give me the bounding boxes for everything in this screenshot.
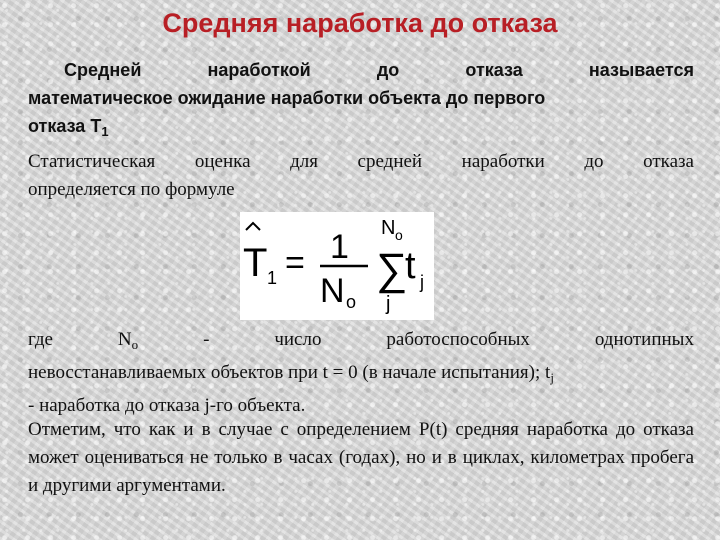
definition-line-2: математическое ожидание наработки объекта до первого (28, 88, 546, 108)
hat-mark (246, 223, 260, 230)
where-line-1 (28, 326, 694, 359)
word: для (290, 151, 318, 172)
word: отказа (643, 151, 694, 172)
word: однотипных (594, 329, 694, 350)
word: до (376, 60, 400, 80)
sum-upper-sub: o (395, 227, 403, 243)
word: оценка (194, 151, 251, 172)
where-line-3: - наработка до отказа j-го объекта. (28, 395, 306, 416)
word: работоспособных (386, 329, 530, 350)
estimate-line-1 (28, 148, 694, 176)
formula-denominator: N (320, 272, 345, 310)
word: называется (588, 60, 694, 80)
sum-symbol: ∑ (376, 245, 408, 294)
formula-term: t (405, 245, 416, 287)
word: до (584, 151, 604, 172)
definition-line-1 (28, 56, 694, 84)
formula-denominator-sub: o (346, 292, 357, 312)
word: отказа (465, 60, 523, 80)
estimate-paragraph (28, 148, 694, 204)
slide-title: Средняя наработка до отказа (162, 8, 558, 38)
note-paragraph: Отметим, что как и в случае с определением P(t) средняя наработка до отказа может оцениваться не только в часах (годах), но и в циклах, километрах пробега и другими аргументами. (28, 419, 694, 496)
formula-numerator: 1 (330, 228, 349, 266)
word: средней (357, 151, 423, 172)
formula-svg (240, 212, 434, 320)
formula-equals: = (285, 244, 305, 282)
formula-term-sub: j (420, 272, 424, 292)
where-paragraph (28, 326, 694, 420)
where-line-2: невосстанавливаемых объектов при t = 0 (в начале испытания); $t_j$ (28, 362, 554, 385)
formula-image (240, 212, 434, 320)
word: Средней (64, 60, 142, 80)
definition-line-3: отказа $T_1$ (28, 116, 109, 139)
word: наработки (461, 151, 545, 172)
sum-upper: N (381, 217, 396, 239)
word: наработкой (207, 60, 311, 80)
word: число (274, 329, 322, 350)
word: - (203, 329, 210, 350)
formula-lhs-sub: 1 (267, 268, 278, 288)
sum-lower: j (386, 293, 391, 315)
estimate-line-2: определяется по формуле (28, 179, 235, 200)
word: $N_o$ (117, 329, 139, 352)
word: где (28, 329, 53, 350)
definition-paragraph (28, 56, 694, 146)
word: Статистическая (28, 151, 156, 172)
formula-lhs: T (243, 241, 268, 285)
